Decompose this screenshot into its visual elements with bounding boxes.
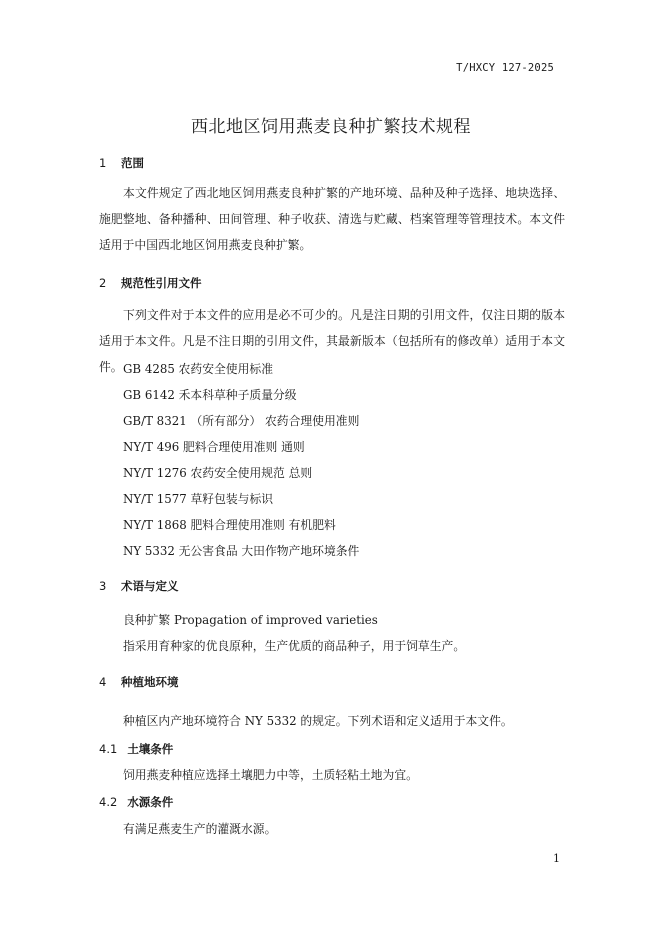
subsection-4-2-number: 4.2	[99, 795, 118, 809]
reference-item: NY 5332 无公害食品 大田作物产地环境条件	[123, 544, 360, 558]
subsection-4-1-title: 土壤条件	[127, 742, 174, 756]
reference-item: NY/T 1868 肥料合理使用准则 有机肥料	[123, 518, 336, 532]
section-4-title: 种植地环境	[121, 675, 179, 689]
reference-item: GB/T 8321 （所有部分） 农药合理使用准则	[123, 414, 360, 428]
reference-item: NY/T 496 肥料合理使用准则 通则	[123, 440, 305, 454]
section-3-number: 3	[99, 579, 107, 593]
reference-item: NY/T 1276 农药安全使用规范 总则	[123, 466, 313, 480]
section-2-heading	[99, 275, 202, 291]
subsection-4-1-text: 饲用燕麦种植应选择土壤肥力中等，土质轻粘土地为宜。	[123, 768, 418, 782]
page-number: 1	[553, 852, 560, 865]
section-2-paragraph: 下列文件对于本文件的应用是必不可少的。凡是注日期的引用文件，仅注日期的版本适用于本文件。凡是不注日期的引用文件，其最新版本（包括所有的修改单）适用于本文件。	[99, 308, 565, 374]
section-4-heading	[99, 674, 179, 690]
subsection-4-2-text: 有满足燕麦生产的灌溉水源。	[123, 822, 277, 836]
section-3-heading	[99, 578, 179, 594]
section-4-number: 4	[99, 675, 107, 689]
subsection-4-2-heading	[99, 794, 173, 810]
section-1-paragraph: 本文件规定了西北地区饲用燕麦良种扩繁的产地环境、品种及种子选择、地块选择、施肥整地、备种播种、田间管理、种子收获、清选与贮藏、档案管理等管理技术。本文件适用于中国西北地区饲用燕麦良种扩繁。	[99, 186, 565, 252]
document-title: 西北地区饲用燕麦良种扩繁技术规程	[191, 117, 471, 137]
document-code: T/HXCY 127-2025	[456, 62, 554, 74]
reference-item: GB 6142 禾本科草种子质量分级	[123, 388, 297, 402]
subsection-4-2-title: 水源条件	[127, 795, 174, 809]
reference-item: NY/T 1577 草籽包装与标识	[123, 492, 274, 506]
section-2-number: 2	[99, 276, 107, 290]
reference-item: GB 4285 农药安全使用标准	[123, 362, 273, 376]
subsection-4-1-number: 4.1	[99, 742, 118, 756]
section-1-heading	[99, 155, 144, 171]
term-entry: 良种扩繁 Propagation of improved varieties	[123, 613, 378, 627]
section-3-title: 术语与定义	[121, 579, 179, 593]
subsection-4-1-heading	[99, 741, 173, 757]
term-definition: 指采用育种家的优良原种，生产优质的商品种子，用于饲草生产。	[123, 639, 466, 653]
section-1-title: 范围	[121, 156, 145, 170]
section-2-title: 规范性引用文件	[121, 276, 202, 290]
section-1-number: 1	[99, 156, 107, 170]
section-4-paragraph: 种植区内产地环境符合 NY 5332 的规定。下列术语和定义适用于本文件。	[123, 714, 513, 728]
